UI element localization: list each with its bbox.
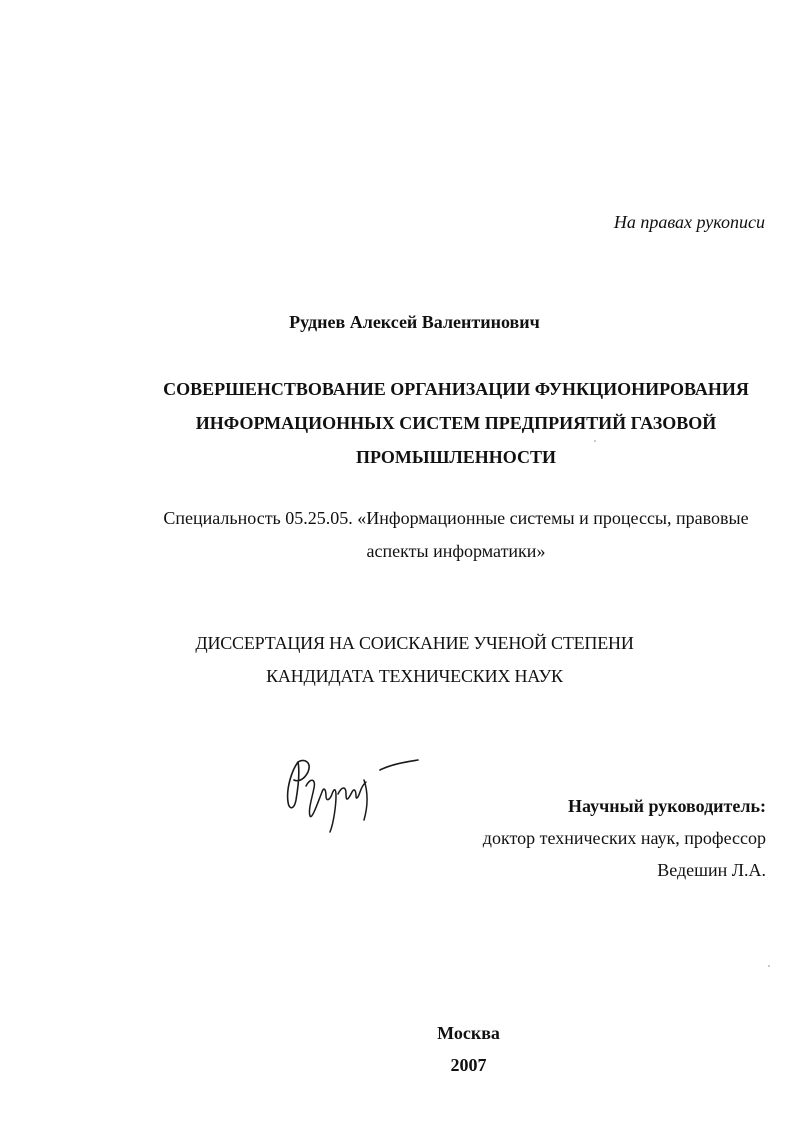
- specialty-line: аспекты информатики»: [366, 541, 546, 561]
- handwritten-signature: [268, 740, 428, 840]
- imprint-block: [0, 1017, 793, 1081]
- supervisor-block: [483, 790, 766, 886]
- manuscript-note: На правах рукописи: [613, 212, 765, 232]
- degree-statement: [0, 627, 793, 693]
- degree-line: ДИССЕРТАЦИЯ НА СОИСКАНИЕ УЧЕНОЙ СТЕПЕНИ: [195, 633, 634, 653]
- degree-line: КАНДИДАТА ТЕХНИЧЕСКИХ НАУК: [266, 666, 563, 686]
- specialty-line: Специальность 05.25.05. «Информационные системы и процессы, правовые: [163, 508, 749, 528]
- title-line: ПРОМЫШЛЕННОСТИ: [356, 447, 556, 467]
- title-line: ИНФОРМАЦИОННЫХ СИСТЕМ ПРЕДПРИЯТИЙ ГАЗОВОЙ: [195, 413, 717, 433]
- supervisor-name: Ведешин Л.А.: [657, 860, 766, 880]
- imprint-year: 2007: [450, 1055, 487, 1075]
- specialty-block: [100, 502, 793, 568]
- supervisor-label: Научный руководитель:: [568, 796, 766, 816]
- title-line: СОВЕРШЕНСТВОВАНИЕ ОРГАНИЗАЦИИ ФУНКЦИОНИРОВАНИЯ: [163, 379, 749, 399]
- scan-speck: [594, 440, 596, 442]
- author-name: Руднев Алексей Валентинович: [289, 312, 540, 332]
- scan-speck: [768, 965, 770, 967]
- supervisor-title: доктор технических наук, профессор: [482, 828, 766, 848]
- dissertation-title: [100, 372, 793, 474]
- imprint-city: Москва: [437, 1023, 500, 1043]
